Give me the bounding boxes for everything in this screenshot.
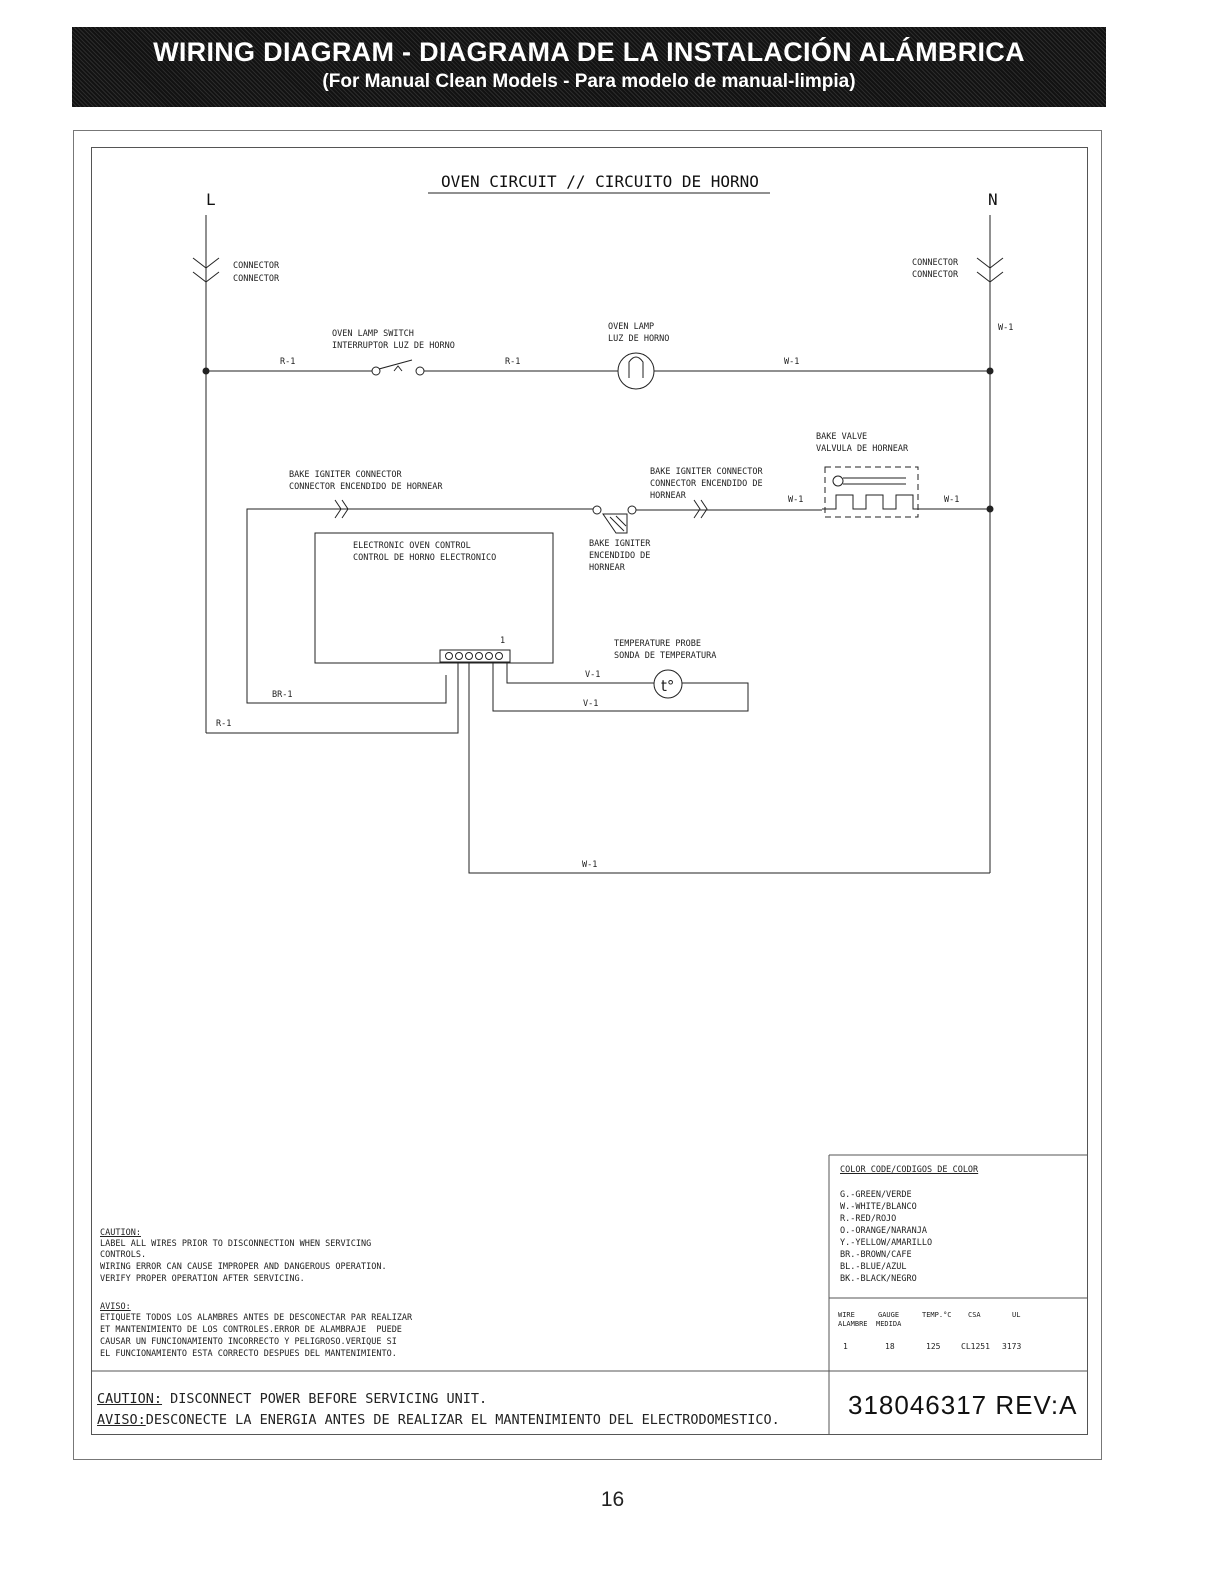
wire-label-w1-b: W-1 xyxy=(788,495,804,505)
r1-return-wire xyxy=(206,662,458,733)
neutral-label: N xyxy=(988,190,998,209)
wire-label-w1-d: W-1 xyxy=(582,860,598,870)
lamp-switch-contact-2 xyxy=(416,367,424,375)
color-code-item: Y.-YELLOW/AMARILLO xyxy=(840,1238,933,1248)
caution-heading: CAUTION: xyxy=(100,1228,141,1238)
footer-caution xyxy=(97,1391,487,1408)
color-code-item: G.-GREEN/VERDE xyxy=(840,1190,912,1200)
color-code-item: BL.-BLUE/AZUL xyxy=(840,1262,907,1272)
lamp-filament xyxy=(629,357,643,378)
wire-table-header-ul: UL xyxy=(1012,1311,1021,1319)
bake-igniter-label-3: HORNEAR xyxy=(589,563,625,573)
footer-aviso xyxy=(97,1412,780,1429)
bake-valve-box xyxy=(825,467,918,517)
footer-caution-heading: CAUTION: xyxy=(97,1391,163,1407)
eoc-label-2: CONTROL DE HORNO ELECTRONICO xyxy=(353,553,497,563)
wire-table-header-temp: TEMP.°C xyxy=(922,1311,952,1319)
diagram-title: OVEN CIRCUIT // CIRCUITO DE HORNO xyxy=(441,172,759,191)
aviso-line: CAUSAR UN FUNCIONAMIENTO INCORRECTO Y PELIGROSO.VERIQUE SI xyxy=(100,1337,397,1347)
igniter-connector-right-b xyxy=(701,500,707,518)
probe-wire-2 xyxy=(493,662,748,711)
lamp-switch-contact-1 xyxy=(372,367,380,375)
wire-table-cell: 1 xyxy=(843,1342,848,1351)
igniter-feed-wire xyxy=(247,509,593,703)
color-code-item: O.-ORANGE/NARANJA xyxy=(840,1226,927,1236)
wire-table-subheader-medida: MEDIDA xyxy=(876,1320,902,1328)
color-code-title: COLOR CODE/CODIGOS DE COLOR xyxy=(840,1165,979,1175)
wire-table-header-wire: WIRE xyxy=(838,1311,855,1319)
aviso-line: ETIQUETE TODOS LOS ALAMBRES ANTES DE DESCONECTAR PAR REALIZAR xyxy=(100,1313,413,1323)
bake-valve-coil xyxy=(822,495,990,509)
wire-table-cell: 18 xyxy=(885,1342,895,1351)
color-code-item: R.-RED/ROJO xyxy=(840,1214,897,1224)
oven-lamp-switch-label-1: OVEN LAMP SWITCH xyxy=(332,329,414,339)
wire-label-br1: BR-1 xyxy=(272,690,293,700)
probe-wire-1 xyxy=(507,662,654,683)
aviso-heading: AVISO: xyxy=(100,1302,131,1312)
terminal-pin-label: 1 xyxy=(500,636,506,646)
junction-n-valve xyxy=(987,506,994,513)
oven-lamp-label-1: OVEN LAMP xyxy=(608,322,655,332)
part-number: 318046317 REV:A xyxy=(848,1390,1078,1420)
oven-lamp-label-2: LUZ DE HORNO xyxy=(608,334,670,344)
aviso-line: ET MANTENIMIENTO DE LOS CONTROLES.ERROR DE ALAMBRAJE PUEDE xyxy=(100,1325,402,1335)
header-subtitle: (For Manual Clean Models - Para modelo de manual-limpia) xyxy=(322,71,856,92)
footer-aviso-heading: AVISO: xyxy=(97,1412,146,1428)
header-title: WIRING DIAGRAM - DIAGRAMA DE LA INSTALACIÓN ALÁMBRICA xyxy=(153,37,1025,67)
connector-l-label-1: CONNECTOR xyxy=(233,261,280,271)
color-code-item: W.-WHITE/BLANCO xyxy=(840,1202,917,1212)
color-code-item: BK.-BLACK/NEGRO xyxy=(840,1274,917,1284)
bake-valve-label-1: BAKE VALVE xyxy=(816,432,868,442)
wire-label-r1-b: R-1 xyxy=(505,357,521,367)
igniter-connector-left-label-2: CONNECTOR ENCENDIDO DE HORNEAR xyxy=(289,482,443,492)
page-number: 16 xyxy=(600,1488,625,1511)
igniter-connector-right-label-1: BAKE IGNITER CONNECTOR xyxy=(650,467,763,477)
igniter-connector-right-a xyxy=(694,500,700,518)
oven-lamp-switch-label-2: INTERRUPTOR LUZ DE HORNO xyxy=(332,341,455,351)
line-label: L xyxy=(206,190,216,209)
wire-table-subheader-alambre: ALAMBRE xyxy=(838,1320,868,1328)
wire-label-w1-n: W-1 xyxy=(998,323,1014,333)
oven-lamp-symbol xyxy=(618,353,654,389)
igniter-connector-right-label-3: HORNEAR xyxy=(650,491,686,501)
caution-line: CONTROLS. xyxy=(100,1250,147,1260)
wire-label-r1-a: R-1 xyxy=(280,357,296,367)
wire-label-w1-a: W-1 xyxy=(784,357,800,367)
bake-igniter-label-1: BAKE IGNITER xyxy=(589,539,651,549)
caution-line: VERIFY PROPER OPERATION AFTER SERVICING. xyxy=(100,1274,305,1284)
wire-table-cell: CL1251 xyxy=(961,1342,990,1351)
bake-igniter-label-2: ENCENDIDO DE xyxy=(589,551,651,561)
temp-probe-label-2: SONDA DE TEMPERATURA xyxy=(614,651,717,661)
footer-aviso-text: DESCONECTE LA ENERGIA ANTES DE REALIZAR EL MANTENIMIENTO DEL ELECTRODOMESTICO. xyxy=(145,1412,780,1428)
lamp-switch-arm xyxy=(379,360,412,369)
wire-label-v1-b: V-1 xyxy=(583,699,599,709)
wire-label-v1-a: V-1 xyxy=(585,670,601,680)
bake-valve-label-2: VALVULA DE HORNEAR xyxy=(816,444,909,454)
caution-line: WIRING ERROR CAN CAUSE IMPROPER AND DANGEROUS OPERATION. xyxy=(100,1262,387,1272)
temp-probe-label-1: TEMPERATURE PROBE xyxy=(614,639,701,649)
wire-label-w1-c: W-1 xyxy=(944,495,960,505)
color-code-item: BR.-BROWN/CAFE xyxy=(840,1250,912,1260)
eoc-label-1: ELECTRONIC OVEN CONTROL xyxy=(353,541,471,551)
igniter-connector-left-label-1: BAKE IGNITER CONNECTOR xyxy=(289,470,402,480)
caution-line: LABEL ALL WIRES PRIOR TO DISCONNECTION WHEN SERVICING xyxy=(100,1239,372,1249)
aviso-line: EL FUNCIONAMIENTO ESTA CORRECTO DESPUES DEL MANTENIMIENTO. xyxy=(100,1349,397,1359)
connector-n-label-2: CONNECTOR xyxy=(912,270,959,280)
wire-table-header-csa: CSA xyxy=(968,1311,981,1319)
wire-label-r1-c: R-1 xyxy=(216,719,232,729)
wire-table-header-gauge: GAUGE xyxy=(878,1311,900,1319)
footer-caution-text: DISCONNECT POWER BEFORE SERVICING UNIT. xyxy=(162,1391,488,1407)
probe-symbol: t° xyxy=(661,677,675,695)
wire-table-cell: 125 xyxy=(926,1342,941,1351)
connector-l-label-2: CONNECTOR xyxy=(233,274,280,284)
connector-n-label-1: CONNECTOR xyxy=(912,258,959,268)
w1-bottom-wire xyxy=(469,662,990,873)
wire-table-cell: 3173 xyxy=(1002,1342,1022,1351)
igniter-connector-right-label-2: CONNECTOR ENCENDIDO DE xyxy=(650,479,763,489)
